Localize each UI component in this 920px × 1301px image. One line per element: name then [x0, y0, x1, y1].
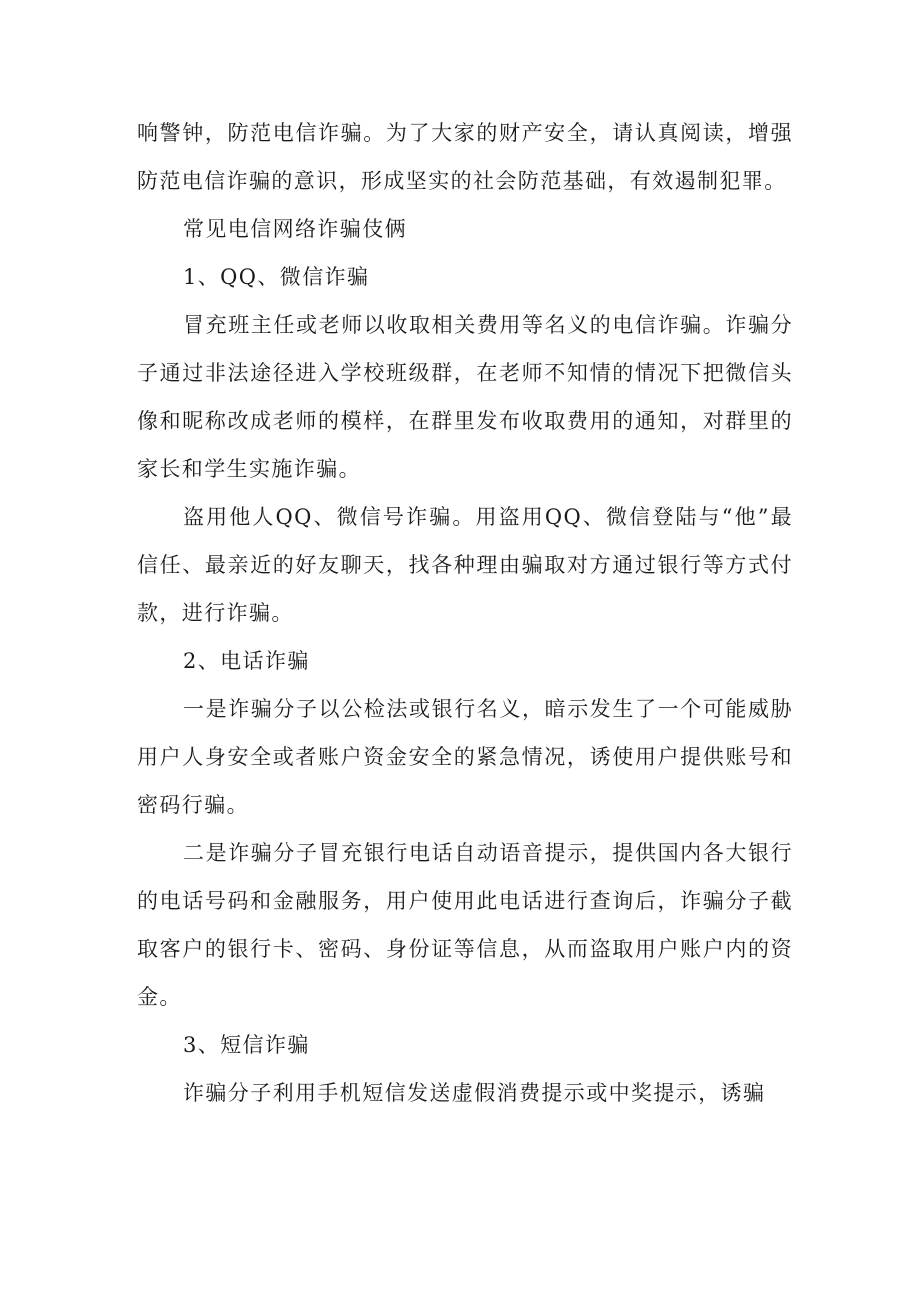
- paragraph-account-theft: 盗用他人QQ、微信号诈骗。用盗用QQ、微信登陆与“他”最信任、最亲近的好友聊天，找各种理由骗取对方通过银行等方式付款，进行诈骗。: [137, 505, 793, 625]
- section-title: 常见电信网络诈骗伎俩: [183, 217, 407, 241]
- paragraph-intro-continued: 响警钟，防范电信诈骗。为了大家的财产安全，请认真阅读，增强防范电信诈骗的意识，形成坚实的社会防范基础，有效遏制犯罪。: [137, 121, 793, 193]
- subheading-sms: 3、短信诈骗: [183, 1033, 310, 1057]
- paragraph-teacher-impersonation: 冒充班主任或老师以收取相关费用等名义的电信诈骗。诈骗分子通过非法途径进入学校班级群，在老师不知情的情况下把微信头像和昵称改成老师的模样，在群里发布收取费用的通知，对群里的家长和学生实施诈骗。: [137, 313, 793, 481]
- subheading-qq-wechat: 1、QQ、微信诈骗: [183, 265, 370, 289]
- paragraph-phone-one: 一是诈骗分子以公检法或银行名义，暗示发生了一个可能威胁用户人身安全或者账户资金安全的紧急情况，诱使用户提供账号和密码行骗。: [137, 697, 793, 817]
- paragraph-phone-two: 二是诈骗分子冒充银行电话自动语音提示，提供国内各大银行的电话号码和金融服务，用户使用此电话进行查询后，诈骗分子截取客户的银行卡、密码、身份证等信息，从而盗取用户账户内的资金。: [137, 841, 793, 1009]
- document-page: [137, 109, 793, 1117]
- subheading-phone: 2、电话诈骗: [183, 649, 310, 673]
- paragraph-sms: 诈骗分子利用手机短信发送虚假消费提示或中奖提示，诱骗: [183, 1081, 766, 1105]
